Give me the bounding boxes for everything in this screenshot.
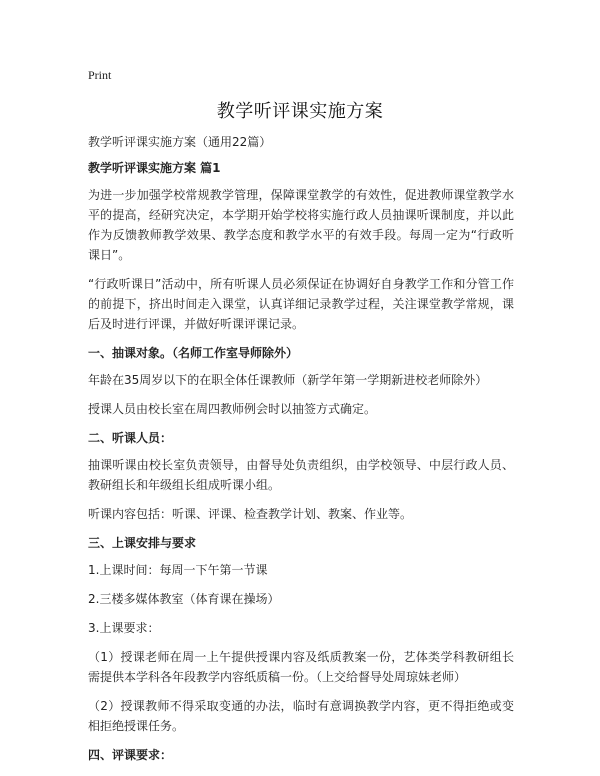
section-heading-2: 二、听课人员：	[88, 431, 173, 445]
paragraph-section-3-4: （1）授课老师在周一上午提供授课内容及纸质教案一份，艺体类学科教研组长需提供本学科各年段教学内容纸质稿一份。（上交给督导处周琼妹老师）	[88, 650, 514, 684]
document-body	[88, 132, 514, 772]
document-subtitle: 教学听评课实施方案（通用22篇）	[88, 135, 272, 149]
article-heading: 教学听评课实施方案 篇1	[88, 161, 221, 175]
paragraph-intro-2: “行政听课日”活动中，所有听课人员必须保证在协调好自身教学工作和分管工作的前提下，挤出时间走入课堂，认真详细记录教学过程，关注课堂教学常规，课后及时进行评课，并做好听课评课记录。	[88, 277, 514, 331]
paragraph-intro-1: 为进一步加强学校常规教学管理，保障课堂教学的有效性，促进教师课堂教学水平的提高，经研究决定，本学期开始学校将实施行政人员抽课听课制度，并以此作为反馈教师教学效果、教学态度和教学水平的有效手段。每周一定为“行政听课日”。	[88, 188, 514, 262]
paragraph-section-2-2: 听课内容包括：听课、评课、检查教学计划、教案、作业等。	[88, 507, 413, 521]
paragraph-section-3-2: 2.三楼多媒体教室（体育课在操场）	[88, 592, 280, 606]
section-heading-4: 四、评课要求：	[88, 748, 173, 762]
section-heading-1: 一、抽课对象。（名师工作室导师除外）	[88, 346, 299, 360]
section-heading-3: 三、上课安排与要求	[88, 536, 197, 550]
paragraph-section-3-5: （2）授课教师不得采取变通的办法，临时有意调换教学内容，更不得拒绝或变相拒绝授课任务。	[88, 699, 514, 733]
paragraph-section-3-1: 1.上课时间：每周一下午第一节课	[88, 563, 268, 577]
paragraph-section-1-1: 年龄在35周岁以下的在职全体任课教师（新学年第一学期新进校老师除外）	[88, 373, 488, 387]
paragraph-section-1-2: 授课人员由校长室在周四教师例会时以抽签方式确定。	[88, 402, 377, 416]
paragraph-section-2-1: 抽课听课由校长室负责领导，由督导处负责组织，由学校领导、中层行政人员、教研组长和年级组长组成听课小组。	[88, 458, 514, 492]
page-title: 教学听评课实施方案	[216, 101, 384, 122]
print-link[interactable]: Print	[88, 68, 112, 82]
paragraph-section-3-3: 3.上课要求：	[88, 621, 160, 635]
